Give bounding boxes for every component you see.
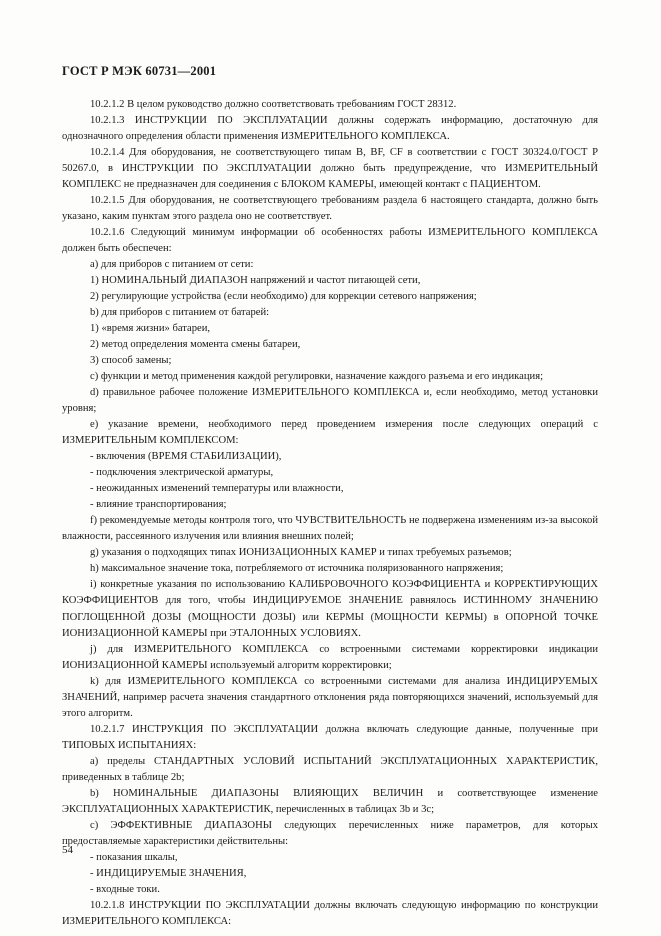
- list-item-j: j) для ИЗМЕРИТЕЛЬНОГО КОМПЛЕКСА со встроенными системами корректировки индикации ИОНИЗАЦИОННОЙ КАМЕРЫ используемый алгоритм корректировки;: [62, 643, 598, 671]
- list-item-c: c) функции и метод применения каждой регулировки, назначение каждого разъема и его индикация;: [90, 371, 544, 383]
- list-item-d: d) правильное рабочее положение ИЗМЕРИТЕЛЬНОГО КОМПЛЕКСА и, если необходимо, метод установки уровня;: [62, 387, 598, 415]
- list-item-k: k) для ИЗМЕРИТЕЛЬНОГО КОМПЛЕКСА со встроенными системами для анализа ИНДИЦИРУЕМЫХ ЗНАЧЕНИЙ, например расчета значения стандартного отклонения ряда повторяющихся значений, используемый для этого алгоритм.: [62, 675, 598, 719]
- list-item-f: f) рекомендуемые методы контроля того, что ЧУВСТВИТЕЛЬНОСТЬ не подвержена изменениям из-за высокой влажности, рассеянного излучения или влияния внешних полей;: [62, 515, 598, 543]
- list-item-7-b: b) НОМИНАЛЬНЫЕ ДИАПАЗОНЫ ВЛИЯЮЩИХ ВЕЛИЧИН и соответствующее изменение ЭКСПЛУАТАЦИОННЫХ ХАРАКТЕРИСТИК, перечисленных в таблицах 3b и 3c;: [62, 787, 598, 815]
- list-item-7-a: а) пределы СТАНДАРТНЫХ УСЛОВИЙ ИСПЫТАНИЙ ЭКСПЛУАТАЦИОННЫХ ХАРАКТЕРИСТИК, приведенных в таблице 2b;: [62, 755, 598, 783]
- list-item-h: h) максимальное значение тока, потребляемого от источника поляризованного напряжения;: [90, 563, 504, 575]
- paragraph-10-2-1-6: 10.2.1.6 Следующий минимум информации об особенностях работы ИЗМЕРИТЕЛЬНОГО КОМПЛЕКСА должен быть обеспечен:: [62, 227, 598, 255]
- list-item-i: i) конкретные указания по использованию КАЛИБРОВОЧНОГО КОЭФФИЦИЕНТА и КОРРЕКТИРУЮЩИХ КОЭФФИЦИЕНТОВ для того, чтобы ИНДИЦИРУЕМОЕ ЗНАЧЕНИЕ равнялось ИСТИННОМУ ЗНАЧЕНИЮ ПОГЛОЩЕННОЙ ДОЗЫ (МОЩНОСТИ ДОЗЫ) или КЕРМЫ (МОЩНОСТИ КЕРМЫ) в ОПОРНОЙ ТОЧКЕ ИОНИЗАЦИОННОЙ КАМЕРЫ при ЭТАЛОННЫХ УСЛОВИЯХ.: [62, 579, 598, 639]
- list-item-e-dash-1: - включения (ВРЕМЯ СТАБИЛИЗАЦИИ),: [90, 451, 282, 463]
- list-item-7-c-dash-2: - ИНДИЦИРУЕМЫЕ ЗНАЧЕНИЯ,: [90, 867, 247, 879]
- paragraph-10-2-1-2: 10.2.1.2 В целом руководство должно соответствовать требованиям ГОСТ 28312.: [90, 99, 457, 110]
- list-item-7-c: c) ЭФФЕКТИВНЫЕ ДИАПАЗОНЫ следующих перечисленных ниже параметров, для которых предоставляемые характеристики действительны:: [62, 819, 598, 847]
- paragraph-10-2-1-8: 10.2.1.8 ИНСТРУКЦИИ ПО ЭКСПЛУАТАЦИИ должны включать следующую информацию по конструкции ИЗМЕРИТЕЛЬНОГО КОМПЛЕКСА:: [62, 899, 598, 927]
- list-item-a: а) для приборов с питанием от сети:: [90, 259, 254, 271]
- list-item-b: b) для приборов с питанием от батарей:: [90, 307, 270, 319]
- list-item-e-dash-4: - влияние транспортирования;: [90, 499, 227, 511]
- paragraph-10-2-1-4: 10.2.1.4 Для оборудования, не соответствующего типам B, BF, CF в соответствии с ГОСТ 30324.0/ГОСТ Р 50267.0, в ИНСТРУКЦИИ ПО ЭКСПЛУАТАЦИИ должно быть предупреждение, что ИЗМЕРИТЕЛЬНЫЙ КОМПЛЕКС не предназначен для соединения с БЛОКОМ КАМЕРЫ, имеющей контакт с ПАЦИЕНТОМ.: [62, 147, 598, 191]
- list-item-b-1: 1) «время жизни» батареи,: [90, 323, 211, 335]
- document-body: [62, 97, 598, 930]
- list-item-a-2: 2) регулирующие устройства (если необходимо) для коррекции сетевого напряжения;: [90, 291, 477, 303]
- list-item-e-dash-3: - неожиданных изменений температуры или влажности,: [90, 483, 344, 495]
- list-item-7-c-dash-3: - входные токи.: [90, 883, 160, 895]
- list-item-e: e) указание времени, необходимого перед проведением измерения после следующих операций с ИЗМЕРИТЕЛЬНЫМ КОМПЛЕКСОМ:: [62, 419, 598, 447]
- list-item-7-c-dash-1: - показания шкалы,: [90, 851, 178, 863]
- list-item-a-1: 1) НОМИНАЛЬНЫЙ ДИАПАЗОН напряжений и частот питающей сети,: [90, 275, 421, 287]
- list-item-g: g) указания о подходящих типах ИОНИЗАЦИОННЫХ КАМЕР и типах требуемых разъемов;: [90, 547, 512, 559]
- list-item-e-dash-2: - подключения электрической арматуры,: [90, 467, 274, 479]
- paragraph-10-2-1-5: 10.2.1.5 Для оборудования, не соответствующего требованиям раздела 6 настоящего стандарта, должно быть указано, каким пунктам этого раздела оно не соответствует.: [62, 195, 598, 223]
- list-item-b-2: 2) метод определения момента смены батареи,: [90, 339, 301, 351]
- page-number: 54: [62, 844, 73, 856]
- paragraph-10-2-1-7: 10.2.1.7 ИНСТРУКЦИЯ ПО ЭКСПЛУАТАЦИИ должна включать следующие данные, полученные при ТИПОВЫХ ИСПЫТАНИЯХ:: [62, 723, 598, 751]
- list-item-b-3: 3) способ замены;: [90, 355, 172, 367]
- document-header: ГОСТ Р МЭК 60731—2001: [62, 64, 217, 78]
- paragraph-10-2-1-3: 10.2.1.3 ИНСТРУКЦИИ ПО ЭКСПЛУАТАЦИИ должны содержать информацию, достаточную для однозначного определения области применения ИЗМЕРИТЕЛЬНОГО КОМПЛЕКСА.: [62, 115, 598, 143]
